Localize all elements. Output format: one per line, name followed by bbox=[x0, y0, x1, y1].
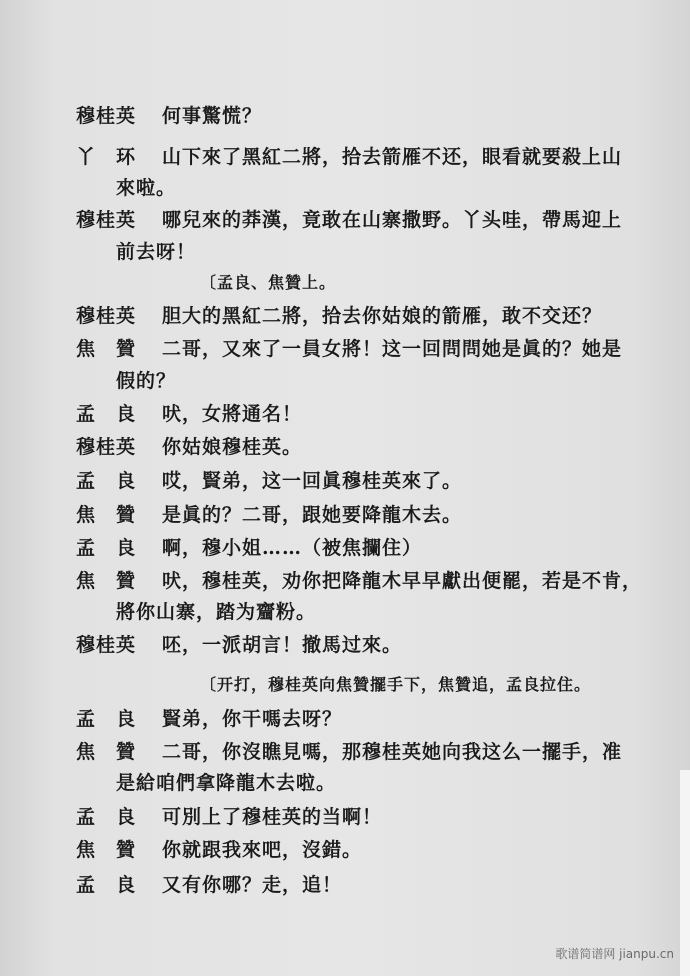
speaker-name: 孟 良 bbox=[76, 537, 137, 559]
dialogue-text: 胆大的黑紅二將，拾去你姑娘的箭雁，敢不交还？ bbox=[162, 305, 603, 327]
speaker-name: 穆桂英 bbox=[76, 305, 137, 327]
speaker-name: 穆桂英 bbox=[76, 105, 137, 127]
dialogue-continuation: 來啦。 bbox=[116, 177, 177, 199]
stage-direction: 〔开打，穆桂英向焦贊擺手下，焦贊追，孟良拉住。 bbox=[200, 675, 592, 694]
dialogue-line bbox=[76, 304, 602, 328]
dialogue-line bbox=[76, 402, 302, 426]
speaker-name: 穆桂英 bbox=[76, 209, 137, 231]
speaker-name: 穆桂英 bbox=[76, 436, 137, 458]
speaker-name: 孟 良 bbox=[76, 806, 137, 828]
dialogue-text: 是眞的？二哥，跟她要降龍木去。 bbox=[162, 504, 463, 526]
dialogue-line bbox=[76, 805, 382, 829]
page-edge bbox=[680, 770, 690, 976]
dialogue-text: 呸，一派胡言！撤馬过來。 bbox=[162, 634, 403, 656]
dialogue-text: 哪兒來的莽漢，竟敢在山寨撒野。丫头哇，帶馬迎上 bbox=[162, 209, 623, 231]
speaker-name: 焦 贊 bbox=[76, 570, 137, 592]
dialogue-text: 你就跟我來吧，沒錯。 bbox=[162, 839, 363, 861]
dialogue-text: 啊，穆小姐……（被焦攔住） bbox=[162, 537, 423, 559]
dialogue-line bbox=[76, 707, 342, 731]
speaker-name: 孟 良 bbox=[76, 470, 137, 492]
speaker-name: 焦 贊 bbox=[76, 504, 137, 526]
speaker-name: 焦 贊 bbox=[76, 741, 137, 763]
speaker-name: 丫 环 bbox=[76, 146, 137, 168]
speaker-name: 焦 贊 bbox=[76, 839, 137, 861]
dialogue-line bbox=[76, 873, 342, 897]
dialogue-line bbox=[76, 104, 262, 128]
dialogue-text: 你姑娘穆桂英。 bbox=[162, 436, 303, 458]
speaker-name: 孟 良 bbox=[76, 708, 137, 730]
dialogue-text: 可別上了穆桂英的当啊！ bbox=[162, 806, 383, 828]
dialogue-line bbox=[76, 569, 642, 593]
speaker-name: 焦 贊 bbox=[76, 338, 137, 360]
dialogue-line bbox=[76, 503, 462, 527]
dialogue-text: 又有你哪？走，追！ bbox=[162, 874, 343, 896]
dialogue-text: 吠，穆桂英，劝你把降龍木早早獻出便罷，若是不肯， bbox=[162, 570, 643, 592]
dialogue-continuation: 將你山寨，踏为齏粉。 bbox=[116, 601, 317, 623]
speaker-name: 孟 良 bbox=[76, 403, 137, 425]
dialogue-line bbox=[76, 208, 622, 232]
dialogue-line bbox=[76, 633, 402, 657]
dialogue-line bbox=[76, 337, 622, 361]
dialogue-line bbox=[76, 469, 462, 493]
dialogue-text: 哎，賢弟，这一回眞穆桂英來了。 bbox=[162, 470, 463, 492]
speaker-name: 穆桂英 bbox=[76, 634, 137, 656]
stage-direction: 〔孟良、焦贊上。 bbox=[200, 273, 337, 292]
dialogue-line bbox=[76, 740, 622, 764]
dialogue-continuation: 前去呀！ bbox=[116, 241, 197, 263]
dialogue-text: 二哥，你沒瞧見嗎，那穆桂英她向我这么一擺手，准 bbox=[162, 741, 623, 763]
dialogue-line bbox=[76, 145, 622, 169]
dialogue-text: 吠，女將通名！ bbox=[162, 403, 303, 425]
dialogue-text: 賢弟，你干嗎去呀？ bbox=[162, 708, 343, 730]
dialogue-continuation: 是給咱們拿降龍木去啦。 bbox=[116, 772, 337, 794]
dialogue-line bbox=[76, 838, 362, 862]
dialogue-line bbox=[76, 435, 302, 459]
speaker-name: 孟 良 bbox=[76, 874, 137, 896]
dialogue-text: 山下來了黑紅二將，拾去箭雁不还，眼看就要殺上山 bbox=[162, 146, 623, 168]
site-watermark: 歌谱简谱网 jianpu.cn bbox=[555, 947, 674, 961]
dialogue-continuation: 假的？ bbox=[116, 370, 177, 392]
dialogue-line bbox=[76, 536, 422, 560]
dialogue-text: 二哥，又來了一員女將！这一回問問她是眞的？她是 bbox=[162, 338, 623, 360]
dialogue-text: 何事驚慌？ bbox=[162, 105, 263, 127]
